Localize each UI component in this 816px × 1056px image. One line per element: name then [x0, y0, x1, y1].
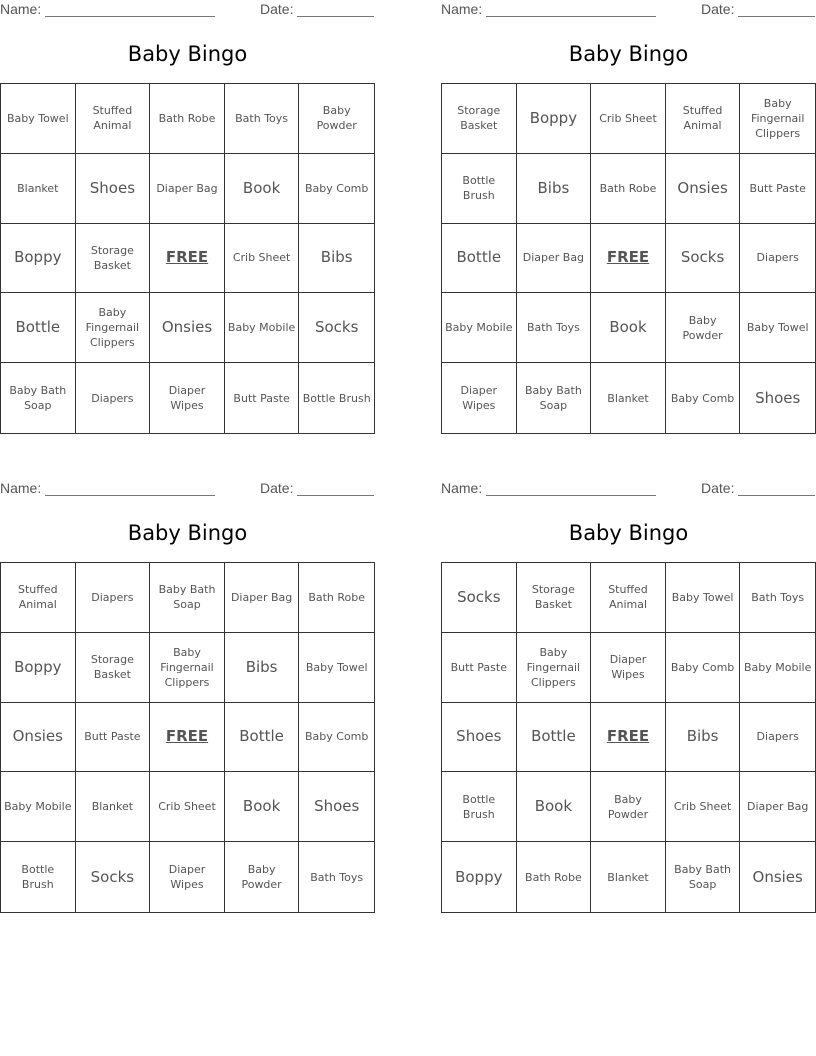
free-space-cell: FREE [591, 224, 666, 294]
bingo-cell: Diaper Bag [740, 772, 815, 842]
name-field [0, 480, 215, 496]
header-fields [0, 1, 375, 21]
bingo-cell: Diaper Bag [225, 563, 300, 633]
bingo-cell: Butt Paste [225, 363, 300, 433]
bingo-cell: Onsies [752, 867, 803, 886]
bingo-card-3 [0, 479, 375, 919]
bingo-cell: Book [225, 772, 300, 842]
bingo-cell: Bottle Brush [302, 391, 371, 405]
bingo-card-2 [441, 0, 816, 440]
name-field [441, 480, 656, 496]
card-title: Baby Bingo [127, 521, 248, 545]
bingo-cell: Baby Fingernail Clippers [76, 293, 151, 363]
bingo-cell: Shoes [442, 703, 517, 773]
bingo-cell: Crib Sheet [591, 84, 666, 154]
bingo-cell: Baby Towel [740, 293, 815, 363]
bingo-cell: Shoes [299, 772, 374, 842]
bingo-cell: Storage Basket [76, 633, 151, 703]
bingo-cell: Baby Powder [666, 293, 741, 363]
bingo-cell: Bottle [517, 703, 592, 773]
name-field [0, 1, 215, 17]
bingo-cell: Baby Comb [666, 363, 741, 433]
bingo-cell: Butt Paste [740, 154, 815, 224]
bingo-cell: Bottle [442, 224, 517, 294]
bingo-card-4 [441, 479, 816, 919]
bingo-cell: Baby Fingernail Clippers [150, 633, 225, 703]
name-label: Name: [441, 1, 483, 17]
bingo-cell: Blanket [591, 363, 666, 433]
bingo-cell: Baby Bath Soap [517, 363, 592, 433]
bingo-cell: Shoes [76, 154, 151, 224]
bingo-cell: Boppy [1, 224, 76, 294]
date-line [297, 480, 374, 496]
bingo-cell: Diaper Wipes [591, 633, 666, 703]
bingo-cell: Boppy [517, 84, 592, 154]
card-title: Baby Bingo [568, 521, 689, 545]
bingo-cell: Bath Robe [150, 84, 225, 154]
bingo-cell: Baby Towel [1, 84, 76, 154]
bingo-cell: Crib Sheet [150, 772, 225, 842]
name-label: Name: [0, 480, 42, 496]
bingo-cell: Onsies [666, 154, 741, 224]
name-line [45, 1, 215, 17]
name-line [45, 480, 215, 496]
bingo-cell: Storage Basket [442, 84, 517, 154]
bingo-cell: Diaper Wipes [150, 363, 225, 433]
bingo-cell: Baby Mobile [740, 633, 815, 703]
bingo-cell: Bath Toys [225, 84, 300, 154]
bingo-cell: Diaper Wipes [150, 842, 225, 912]
bingo-cell: Bottle [1, 293, 76, 363]
bingo-cell: Baby Bath Soap [150, 563, 225, 633]
bingo-cell: Onsies [1, 703, 76, 773]
bingo-cell: Onsies [150, 293, 225, 363]
bingo-cell: Socks [299, 293, 374, 363]
bingo-cell: Boppy [1, 633, 76, 703]
bingo-grid [441, 562, 816, 913]
free-space-cell: FREE [150, 224, 225, 294]
bingo-cell: Diapers [740, 224, 815, 294]
bingo-cell: Socks [76, 842, 151, 912]
bingo-cell: Baby Mobile [225, 293, 300, 363]
header-fields [0, 480, 375, 500]
bingo-cell: Boppy [442, 842, 517, 912]
bingo-cell: Baby Comb [666, 633, 741, 703]
name-field [441, 1, 656, 17]
bingo-cell: Bottle Brush [442, 154, 517, 224]
bingo-cell: Bath Toys [740, 563, 815, 633]
bingo-grid [0, 83, 375, 434]
bingo-grid [441, 83, 816, 434]
bingo-cell: Baby Bath Soap [1, 363, 76, 433]
bingo-cell: Baby Mobile [1, 772, 76, 842]
name-line [486, 480, 656, 496]
bingo-cell: Diaper Bag [150, 154, 225, 224]
header-fields [441, 480, 816, 500]
bingo-cell: Crib Sheet [666, 772, 741, 842]
free-space-cell: FREE [591, 703, 666, 773]
bingo-cell: Baby Mobile [442, 293, 517, 363]
date-label: Date: [701, 1, 735, 17]
bingo-cell: Shoes [755, 388, 801, 407]
bingo-cell: Stuffed Animal [1, 563, 76, 633]
bingo-cell: Baby Fingernail Clippers [517, 633, 592, 703]
date-field [701, 480, 815, 496]
bingo-cell: Blanket [76, 772, 151, 842]
date-label: Date: [260, 1, 294, 17]
date-line [738, 1, 815, 17]
bingo-cell: Stuffed Animal [666, 84, 741, 154]
free-space-cell: FREE [150, 703, 225, 773]
bingo-grid [0, 562, 375, 913]
date-field [260, 480, 374, 496]
bingo-cell: Book [591, 293, 666, 363]
bingo-cell: Baby Towel [666, 563, 741, 633]
date-field [701, 1, 815, 17]
date-label: Date: [701, 480, 735, 496]
bingo-cell: Baby Powder [591, 772, 666, 842]
date-label: Date: [260, 480, 294, 496]
bingo-cell: Socks [442, 563, 517, 633]
bingo-cell: Baby Bath Soap [666, 842, 741, 912]
bingo-cell: Bottle Brush [1, 842, 76, 912]
bingo-cell: Bibs [299, 224, 374, 294]
bingo-cell: Diapers [76, 363, 151, 433]
date-line [738, 480, 815, 496]
bingo-cell: Baby Powder [225, 842, 300, 912]
bingo-cell: Bath Robe [517, 842, 592, 912]
bingo-cell: Stuffed Animal [591, 563, 666, 633]
bingo-cell: Stuffed Animal [76, 84, 151, 154]
bingo-cell: Baby Comb [299, 703, 374, 773]
bingo-cell: Butt Paste [76, 703, 151, 773]
card-title: Baby Bingo [127, 42, 248, 66]
date-field [260, 1, 374, 17]
bingo-cell: Baby Comb [299, 154, 374, 224]
name-line [486, 1, 656, 17]
bingo-cell: Diaper Wipes [442, 363, 517, 433]
name-label: Name: [0, 1, 42, 17]
bingo-cell: Book [517, 772, 592, 842]
bingo-cell: Bibs [225, 633, 300, 703]
bingo-cell: Baby Towel [299, 633, 374, 703]
card-title: Baby Bingo [568, 42, 689, 66]
bingo-cell: Diapers [76, 563, 151, 633]
date-line [297, 1, 374, 17]
header-fields [441, 1, 816, 21]
bingo-cell: Bath Toys [310, 870, 364, 884]
bingo-cell: Butt Paste [442, 633, 517, 703]
bingo-cell: Book [225, 154, 300, 224]
name-label: Name: [441, 480, 483, 496]
bingo-card-1 [0, 0, 375, 440]
bingo-cell: Bibs [517, 154, 592, 224]
bingo-cell: Bath Robe [591, 154, 666, 224]
bingo-cell: Blanket [1, 154, 76, 224]
bingo-cell: Bibs [666, 703, 741, 773]
bingo-cell: Bath Robe [299, 563, 374, 633]
bingo-cell: Baby Fingernail Clippers [740, 84, 815, 154]
bingo-cell: Diapers [740, 703, 815, 773]
bingo-cell: Diaper Bag [517, 224, 592, 294]
bingo-cell: Storage Basket [517, 563, 592, 633]
bingo-cell: Storage Basket [76, 224, 151, 294]
bingo-cell: Crib Sheet [225, 224, 300, 294]
bingo-cell: Bottle [225, 703, 300, 773]
bingo-cell: Baby Powder [299, 84, 374, 154]
bingo-cell: Bath Toys [517, 293, 592, 363]
bingo-cell: Bottle Brush [442, 772, 517, 842]
bingo-cell: Socks [666, 224, 741, 294]
bingo-cell: Blanket [591, 842, 666, 912]
